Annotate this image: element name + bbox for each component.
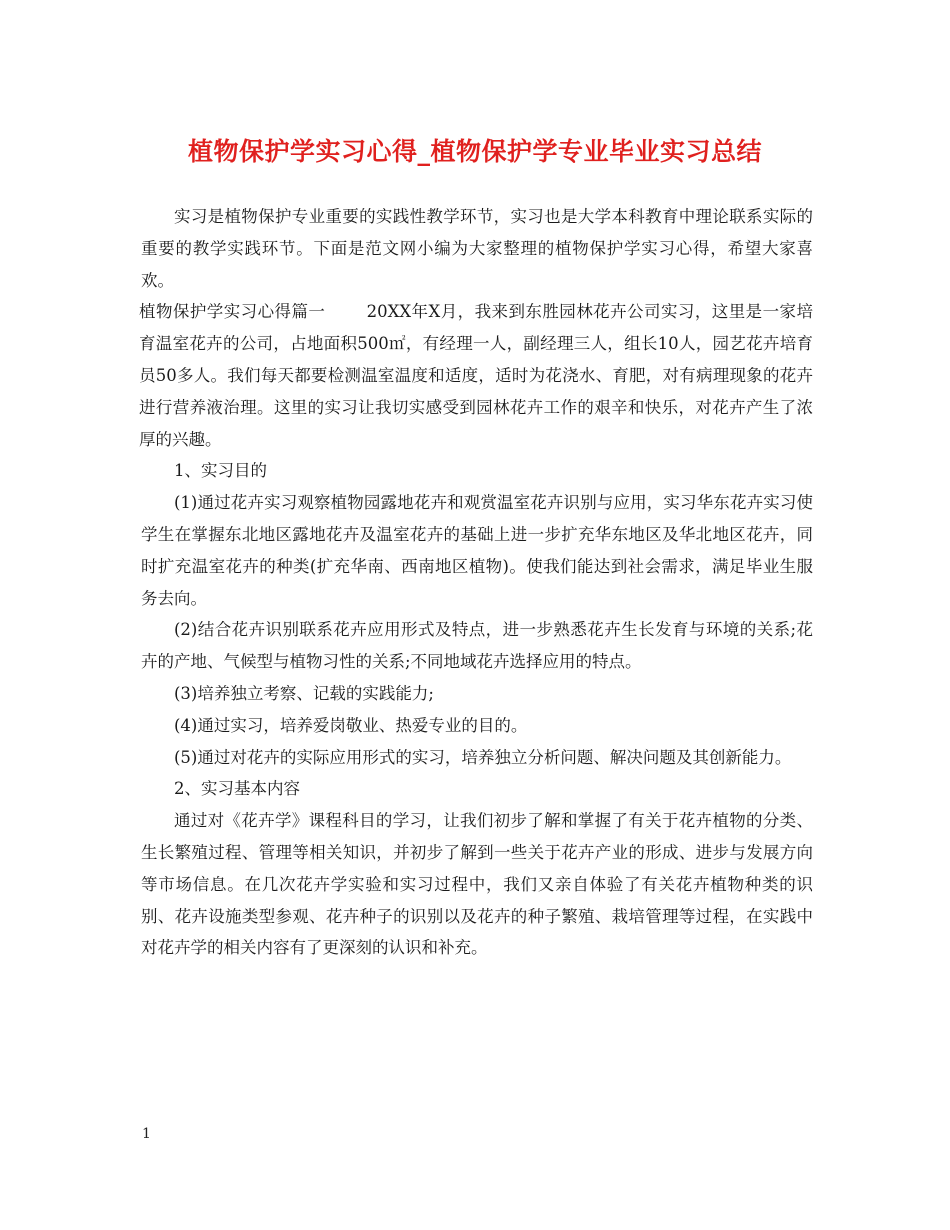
objective-item-5: (5)通过对花卉的实际应用形式的实习，培养独立分析问题、解决问题及其创新能力。 [174,747,792,767]
document-body [141,201,813,964]
heading-objectives: 1、实习目的 [174,461,267,481]
heading-content: 2、实习基本内容 [174,779,300,799]
content-paragraph: 通过对《花卉学》课程科目的学习，让我们初步了解和掌握了有关于花卉植物的分类、生长繁殖过程、管理等相关知识，并初步了解到一些关于花卉产业的形成、进步与发展方向等市场信息。在几次花卉学实验和实习过程中，我们又亲自体验了有关花卉植物种类的识别、花卉设施类型参观、花卉种子的识别以及花卉的种子繁殖、栽培管理等过程，在实践中对花卉学的相关内容有了更深刻的认识和补充。 [141,811,813,958]
objective-item-3: (3)培养独立考察、记载的实践能力; [174,683,434,703]
section-body: 20XX年X月，我来到东胜园林花卉公司实习，这里是一家培育温室花卉的公司，占地面积500㎡，有经理一人，副经理三人，组长10人，园艺花卉培育员50多人。我们每天都要检测温室温度和适度，适时为花浇水、育肥，对有病理现象的花卉进行营养液治理。这里的实习让我切实感受到园林花卉工作的艰辛和快乐，对花卉产生了浓厚的兴趣。 [139,302,813,449]
section-paragraph [139,296,813,455]
objective-item-4: (4)通过实习，培养爱岗敬业、热爱专业的目的。 [174,715,528,735]
section-heading: 植物保护学实习心得篇一 [139,302,326,322]
page-number: 1 [142,1126,151,1142]
intro-paragraph: 实习是植物保护专业重要的实践性教学环节，实习也是大学本科教育中理论联系实际的重要的教学实践环节。下面是范文网小编为大家整理的植物保护学实习心得，希望大家喜欢。 [141,207,813,290]
objective-item-1: (1)通过花卉实习观察植物园露地花卉和观赏温室花卉识别与应用，实习华东花卉实习使学生在掌握东北地区露地花卉及温室花卉的基础上进一步扩充华东地区及华北地区花卉，同时扩充温室花卉的种类(扩充华南、西南地区植物)。使我们能达到社会需求，满足毕业生服务去向。 [141,493,813,608]
objective-item-2: (2)结合花卉识别联系花卉应用形式及特点，进一步熟悉花卉生长发育与环境的关系;花卉的产地、气候型与植物习性的关系;不同地域花卉选择应用的特点。 [141,620,813,672]
document-title: 植物保护学实习心得_植物保护学专业毕业实习总结 [187,137,762,166]
